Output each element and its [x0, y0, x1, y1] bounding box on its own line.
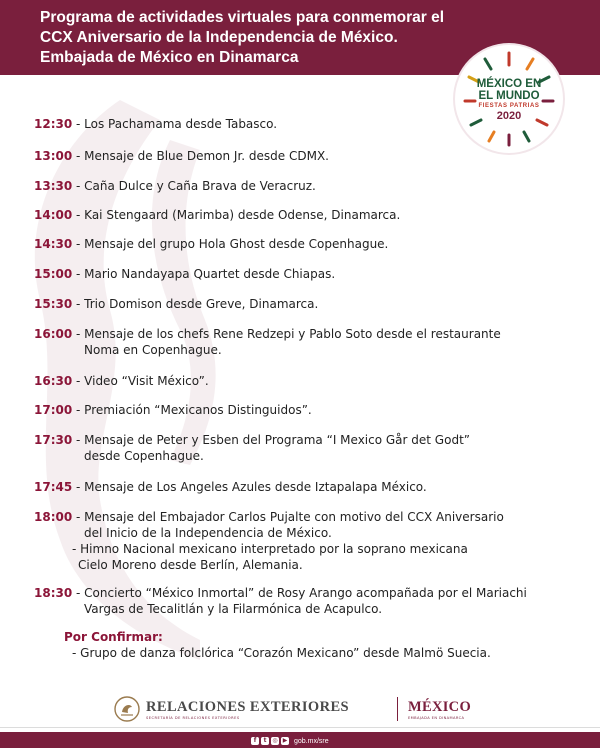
schedule-time: 12:30: [34, 117, 73, 131]
badge-line-3: FIESTAS PATRIAS: [478, 103, 540, 109]
sre-eagle-emblem-icon: [114, 696, 140, 722]
schedule-text: - Trio Domison desde Greve, Dinamarca.: [72, 297, 319, 311]
schedule-text: - Concierto “México Inmortal” de Rosy Arango acompañada por el Mariachi: [72, 586, 527, 600]
mexico-wordmark: MÉXICO: [408, 699, 472, 715]
schedule-item: [34, 479, 427, 495]
schedule-item: [34, 178, 316, 194]
schedule-text-continued: Cielo Moreno desde Berlín, Alemania.: [78, 558, 303, 572]
schedule-text: - Video “Visit México”.: [72, 374, 209, 388]
schedule-item: [34, 296, 318, 312]
instagram-icon[interactable]: ◎: [272, 737, 278, 744]
schedule-item: [34, 509, 504, 573]
schedule-text: - Los Pachamama desde Tabasco.: [72, 117, 278, 131]
schedule-time: 17:30: [34, 433, 73, 447]
twitter-icon[interactable]: t: [261, 737, 269, 745]
facebook-icon[interactable]: f: [251, 737, 259, 745]
footer-divider-line: [0, 727, 600, 728]
youtube-icon[interactable]: ▶: [282, 737, 288, 744]
schedule-text: - Mensaje de Peter y Esben del Programa “I Mexico Går det Godt”: [72, 433, 470, 447]
header-line-1: Programa de actividades virtuales para conmemorar el: [40, 9, 445, 26]
schedule-text-continued: del Inicio de la Independencia de México.: [84, 526, 332, 540]
schedule-time: 13:30: [34, 179, 73, 193]
schedule-text-continued: desde Copenhague.: [84, 449, 204, 463]
header-line-2: CCX Aniversario de la Independencia de México.: [40, 29, 398, 46]
schedule-item: [34, 207, 400, 223]
sre-subtitle: SECRETARÍA DE RELACIONES EXTERIORES: [146, 716, 240, 720]
schedule-text: - Premiación “Mexicanos Distinguidos”.: [72, 403, 312, 417]
badge-line-1: MÉXICO EN: [476, 78, 542, 90]
schedule-time: 13:00: [34, 149, 73, 163]
schedule-text: - Mensaje del Embajador Carlos Pujalte con motivo del CCX Aniversario: [72, 510, 504, 524]
schedule-text: - Mensaje de Los Angeles Azules desde Iztapalapa México.: [72, 480, 427, 494]
schedule-time: 15:00: [34, 267, 73, 281]
social-links: [251, 735, 329, 747]
schedule-item: [34, 402, 312, 418]
badge-line-2: EL MUNDO: [478, 90, 540, 102]
schedule-time: 14:30: [34, 237, 73, 251]
schedule-time: 16:30: [34, 374, 73, 388]
schedule-text: - Mensaje del grupo Hola Ghost desde Copenhague.: [72, 237, 389, 251]
schedule-text: - Mario Nandayapa Quartet desde Chiapas.: [72, 267, 336, 281]
mexico-subtitle: EMBAJADA EN DINAMARCA: [408, 716, 465, 720]
schedule-text-continued: Noma en Copenhague.: [84, 343, 222, 357]
schedule-time: 17:00: [34, 403, 73, 417]
schedule-item: [34, 236, 388, 252]
schedule-text-continued: Vargas de Tecalitlán y la Filarmónica de Acapulco.: [84, 602, 383, 616]
schedule-time: 18:00: [34, 510, 73, 524]
gob-url[interactable]: gob.mx/sre: [294, 737, 329, 745]
schedule-time: 14:00: [34, 208, 73, 222]
schedule-text: - Mensaje de Blue Demon Jr. desde CDMX.: [72, 149, 329, 163]
pending-item: - Grupo de danza folclórica “Corazón Mexicano” desde Malmö Suecia.: [72, 646, 491, 660]
schedule-text: - Caña Dulce y Caña Brava de Veracruz.: [72, 179, 316, 193]
schedule-item: [34, 432, 470, 464]
footer-logos: [110, 695, 510, 725]
schedule-item: [34, 585, 527, 617]
schedule-text: - Mensaje de los chefs Rene Redzepi y Pablo Soto desde el restaurante: [72, 327, 501, 341]
schedule-item: [34, 266, 335, 282]
pending-label: Por Confirmar:: [64, 630, 163, 644]
schedule-time: 18:30: [34, 586, 73, 600]
schedule-time: 15:30: [34, 297, 73, 311]
footer-divider: [397, 697, 398, 721]
schedule-time: 17:45: [34, 480, 73, 494]
schedule-item: [34, 326, 501, 358]
mexico-en-el-mundo-badge: [455, 45, 563, 153]
schedule-time: 16:00: [34, 327, 73, 341]
schedule-text: - Kai Stengaard (Marimba) desde Odense, Dinamarca.: [72, 208, 401, 222]
badge-year: 2020: [496, 110, 522, 122]
schedule-text-continued: - Himno Nacional mexicano interpretado por la soprano mexicana: [72, 542, 468, 556]
schedule-item: [34, 116, 277, 132]
sre-wordmark: RELACIONES EXTERIORES: [146, 699, 349, 715]
schedule-item: [34, 373, 209, 389]
header-line-3: Embajada de México en Dinamarca: [40, 49, 299, 66]
header-title: [40, 8, 480, 68]
schedule-item: [34, 148, 329, 164]
